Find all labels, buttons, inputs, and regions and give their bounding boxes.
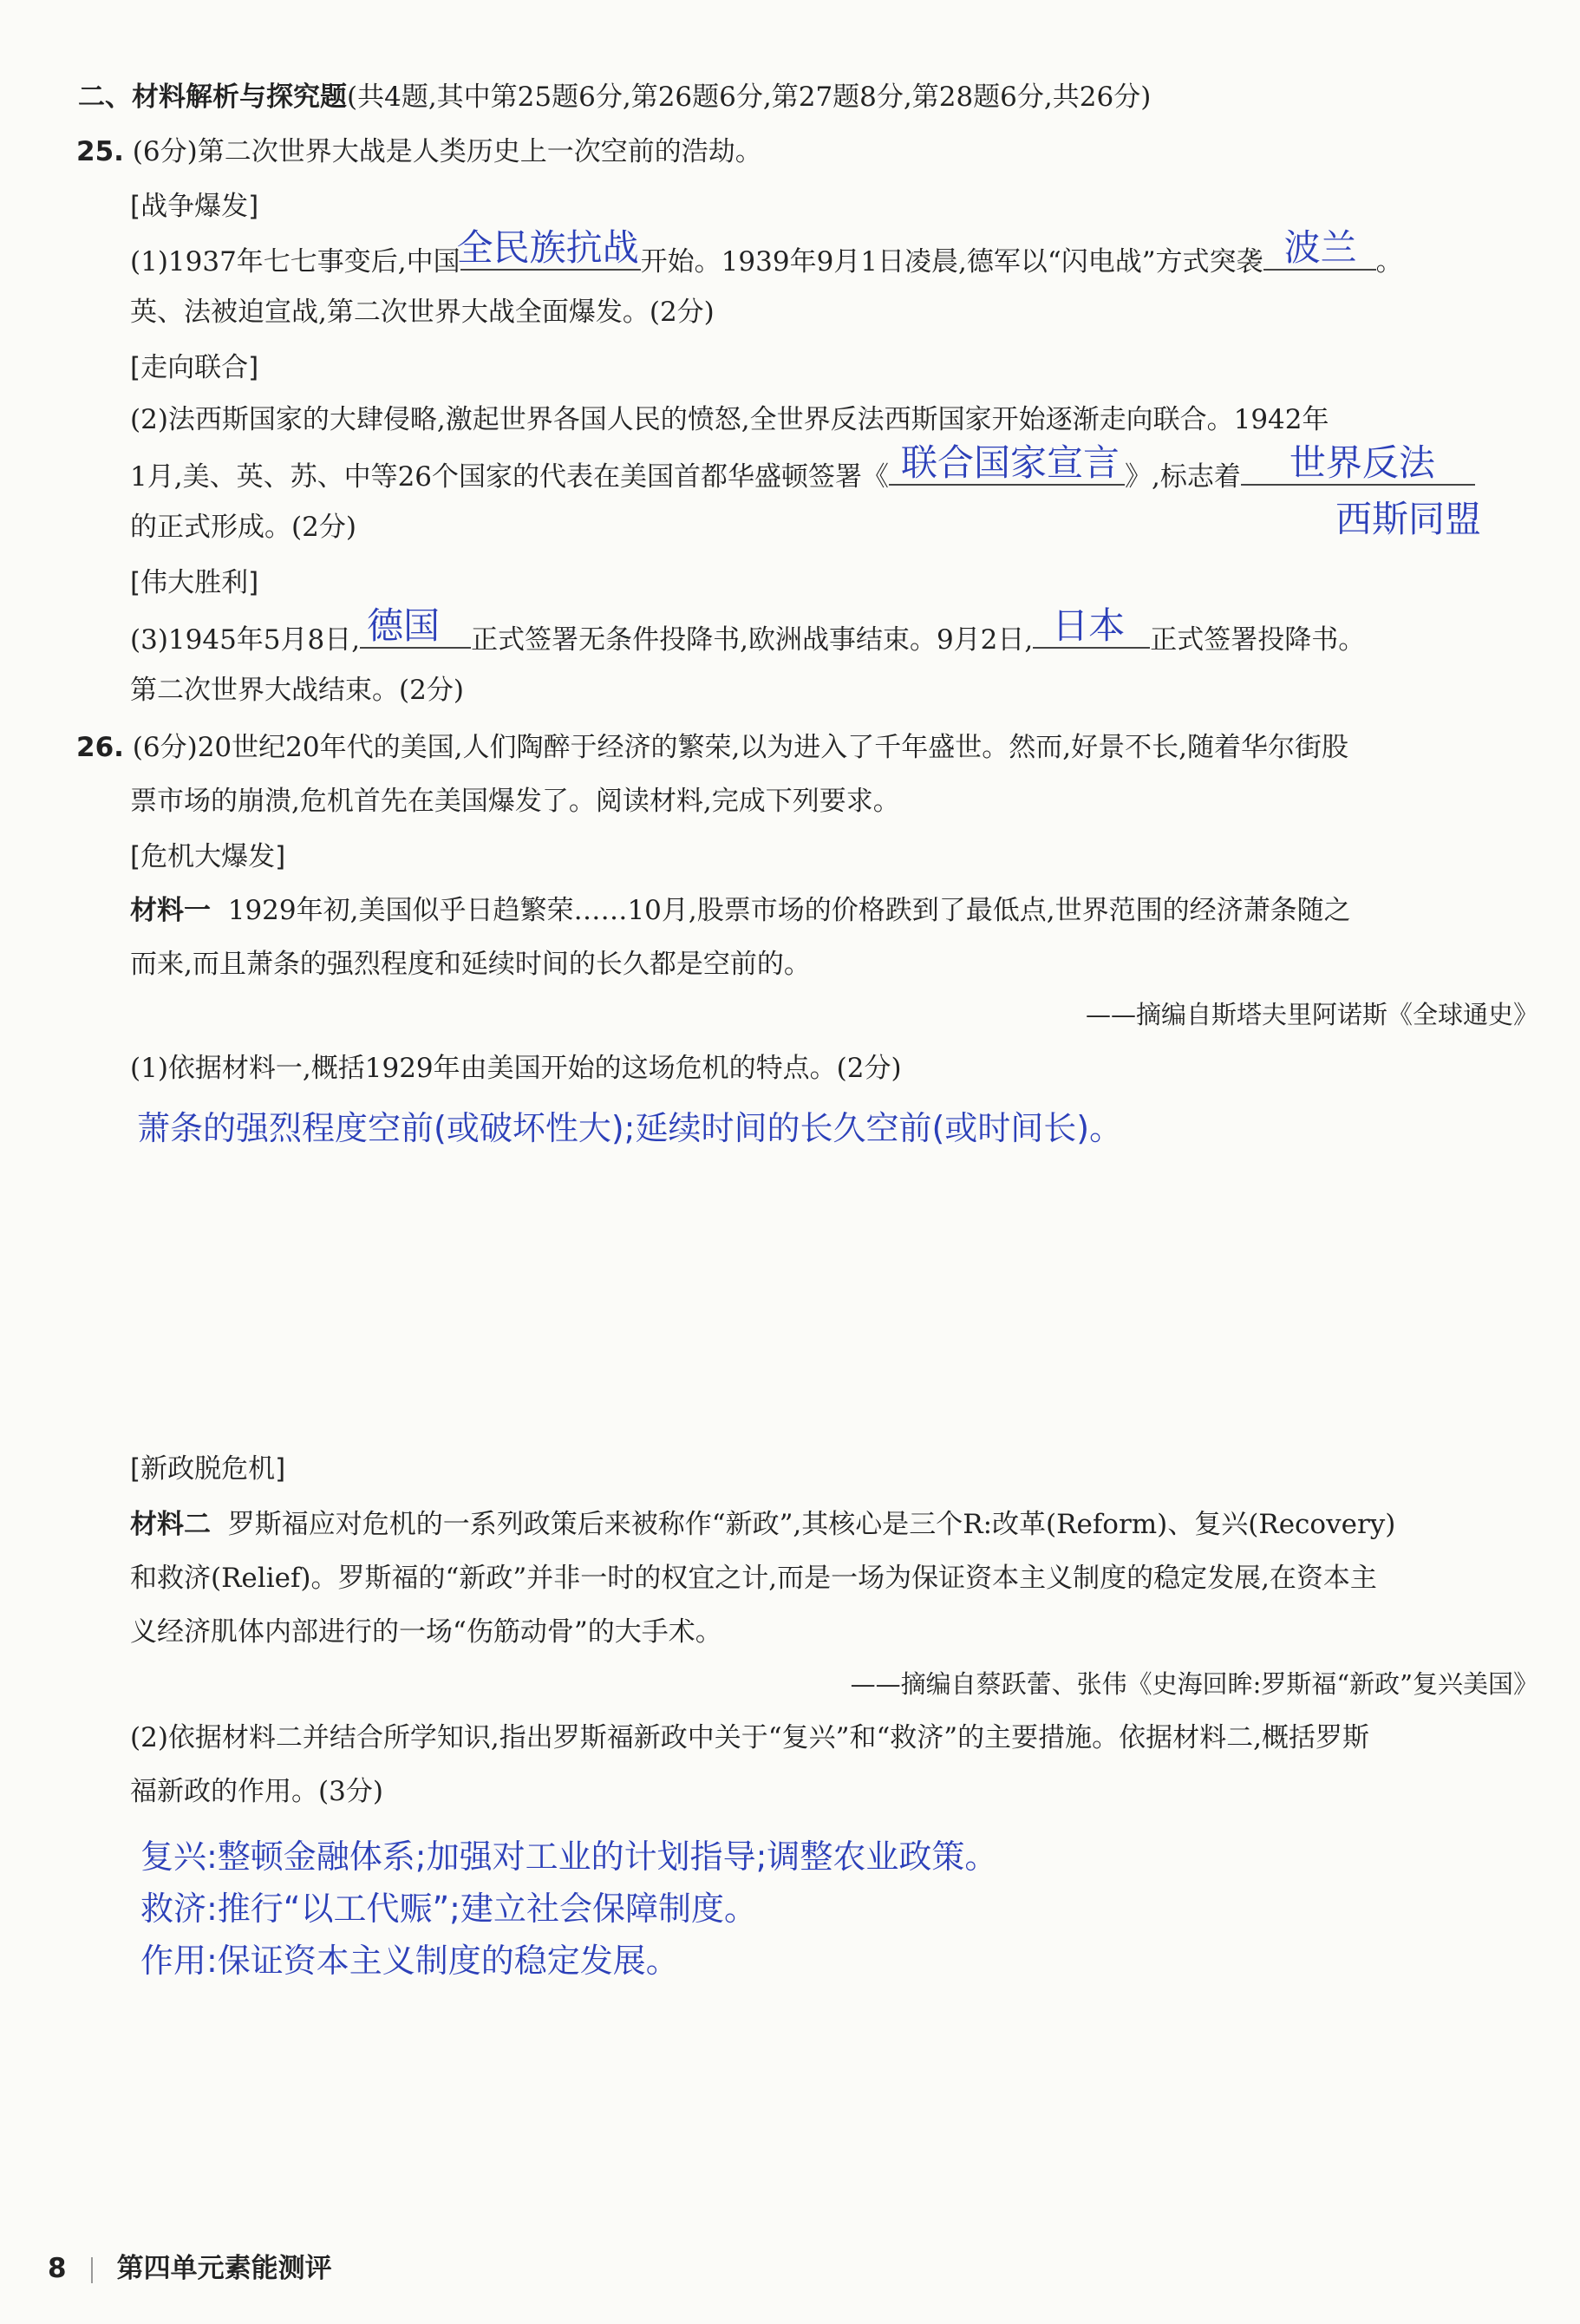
q25-p2-line3: 的正式形成。(2分) [130,512,356,543]
q26-answer1: 萧条的强烈程度空前(或破坏性大);延续时间的长久空前(或时间长)。 [137,1109,1123,1147]
q26-material1-label: 材料一 [130,895,211,926]
footer-divider [91,2257,93,2283]
q26-material2-text-a: 罗斯福应对危机的一系列政策后来被称作“新政”,其核心是三个R:改革(Reform)、复兴(Recovery) [227,1509,1396,1540]
q25-stem-line [76,133,762,171]
q25-stem: (6分)第二次世界大战是人类历史上一次空前的浩劫。 [132,136,762,167]
q25-answer-2: 波兰 [1283,226,1357,269]
section-note: (共4题,其中第25题6分,第26题6分,第27题8分,第28题6分,共26分) [347,82,1152,113]
q25-blank-1[interactable] [456,226,641,271]
q26-stem-line1 [76,728,1348,767]
q26-stem-1: (6分)20世纪20年代的美国,人们陶醉于经济的繁荣,以为进入了千年盛世。然而,好景不长,随着华尔街股 [132,732,1348,763]
q25-p2-line1: (2)法西斯国家的大肆侵略,激起世界各国人民的愤怒,全世界反法西斯国家开始逐渐走向联合。1942年 [130,404,1329,435]
q25-p1-line2: 英、法被迫宣战,第二次世界大战全面爆发。(2分) [130,297,715,328]
q26-question1: (1)依据材料一,概括1929年由美国开始的这场危机的特点。(2分) [130,1053,902,1084]
q26-question2-line2: 福新政的作用。(3分) [130,1776,383,1807]
q26-tag-new-deal: [新政脱危机] [130,1453,286,1485]
q25-blank-2[interactable] [1263,226,1376,271]
q25-answer-3: 联合国家宣言 [901,441,1120,484]
q26-answer2-recovery: 复兴:整顿金融体系;加强对工业的计划指导;调整农业政策。 [140,1838,998,1876]
q26-number: 26. [76,732,124,763]
q25-p2-text-c: 》,标志着 [1125,461,1241,493]
q25-p3-text-c: 正式签署投降书。 [1150,624,1366,656]
q25-answer-4a: 世界反法 [1289,441,1435,484]
q25-blank-3[interactable] [889,441,1125,486]
q25-p1-text-b: 开始。1939年9月1日凌晨,德军以“闪电战”方式突袭 [640,246,1263,277]
q26-material1-line1 [130,891,1351,930]
q25-p1-text-a: (1)1937年七七事变后,中国 [130,246,460,277]
q25-blank-4[interactable] [1241,441,1475,486]
q25-p1-text-c: 。 [1375,246,1403,277]
q26-material2-source: ——摘编自蔡跃蕾、张伟《史海回眸:罗斯福“新政”复兴美国》 [850,1669,1538,1699]
q25-answer-1: 全民族抗战 [456,226,639,269]
q25-p3-text-b: 正式签署无条件投降书,欧洲战事结束。9月2日, [471,624,1034,656]
q26-answer2-relief: 救济:推行“以工代赈”;建立社会保障制度。 [140,1890,757,1928]
section-header [78,78,1151,116]
q25-p1-line1 [130,226,1403,281]
q25-p3-line2: 第二次世界大战结束。(2分) [130,675,464,706]
q25-number: 25. [76,136,124,167]
q26-material2-line3: 义经济肌体内部进行的一场“伤筋动骨”的大手术。 [130,1616,722,1648]
q25-p3-text-a: (3)1945年5月8日, [130,624,361,656]
q26-material1-source: ——摘编自斯塔夫里阿诺斯《全球通史》 [1085,1000,1538,1029]
section-title: 二、材料解析与探究题 [78,82,347,113]
q25-p3-line1 [130,604,1366,659]
q26-answer2-effect: 作用:保证资本主义制度的稳定发展。 [140,1942,679,1980]
unit-title: 第四单元素能测评 [116,2253,332,2284]
page-footer [48,2246,332,2285]
q26-material2-line1 [130,1505,1395,1544]
q25-p2-line2 [130,441,1475,496]
q26-tag-crisis: [危机大爆发] [130,841,286,872]
q25-answer-5: 德国 [367,604,441,647]
q26-material1-text-a: 1929年初,美国似乎日趋繁荣……10月,股票市场的价格跌到了最低点,世界范围的经济萧条随之 [227,895,1351,926]
q25-blank-5[interactable] [360,604,471,649]
page-number: 8 [48,2253,67,2284]
q25-answer-4b: 西斯同盟 [1335,498,1482,540]
q25-p2-text-b: 1月,美、英、苏、中等26个国家的代表在美国首都华盛顿签署《 [130,461,890,493]
q25-tag-victory: [伟大胜利] [130,567,259,598]
q25-tag-alliance: [走向联合] [130,352,259,383]
q25-answer-6: 日本 [1052,604,1126,647]
q26-question2-line1: (2)依据材料二并结合所学知识,指出罗斯福新政中关于“复兴”和“救济”的主要措施。依据材料二,概括罗斯 [130,1722,1370,1753]
q25-tag-war-outbreak: [战争爆发] [130,191,259,222]
q26-material2-line2: 和救济(Relief)。罗斯福的“新政”并非一时的权宜之计,而是一场为保证资本主义制度的稳定发展,在资本主 [130,1563,1377,1594]
q25-blank-6[interactable] [1033,604,1150,649]
q26-material2-label: 材料二 [130,1509,211,1540]
q26-stem-line2: 票市场的崩溃,危机首先在美国爆发了。阅读材料,完成下列要求。 [130,786,900,817]
q26-material1-line2: 而来,而且萧条的强烈程度和延续时间的长久都是空前的。 [130,949,811,980]
